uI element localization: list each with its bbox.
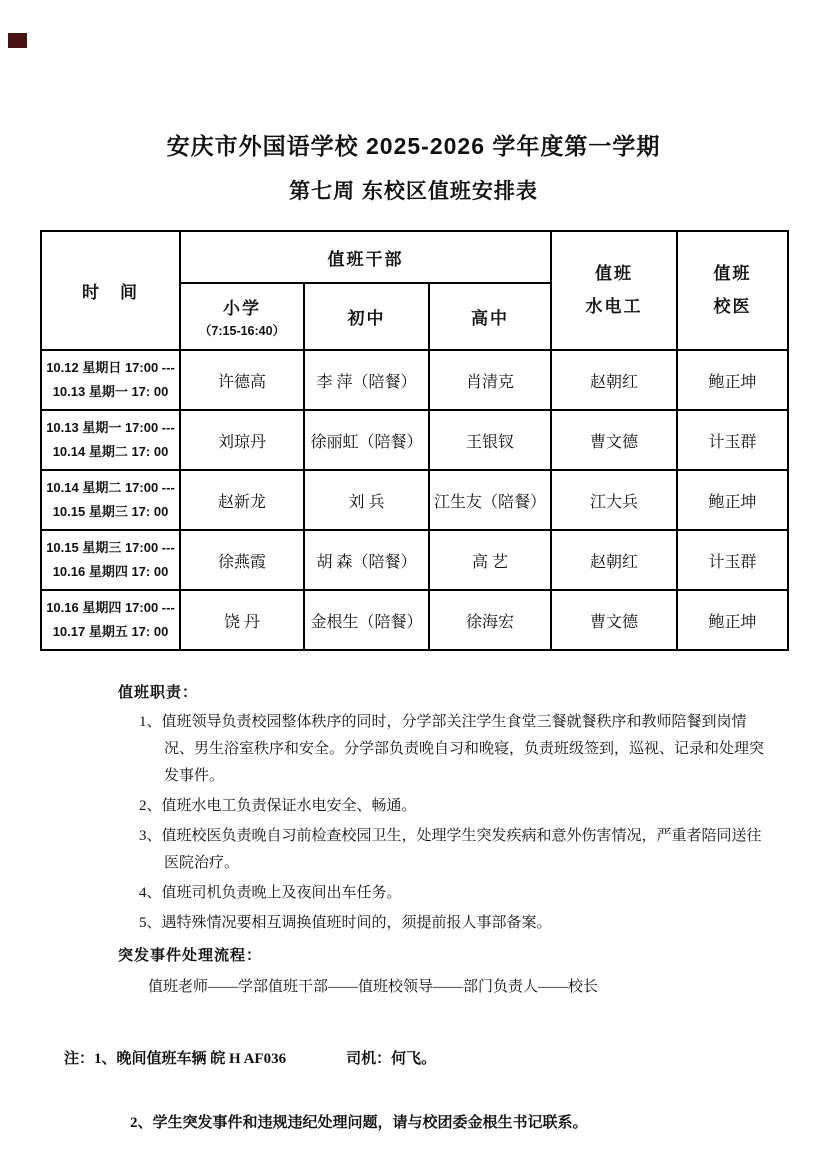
senior-duty-cell: 徐海宏: [429, 590, 551, 650]
duty-item: 4、值班司机负责晚上及夜间出车任务。: [139, 885, 402, 901]
plumber-duty-cell: 曹文德: [551, 410, 677, 470]
time-cell: [41, 350, 180, 410]
senior-duty-cell: 王银钗: [429, 410, 551, 470]
senior-duty-cell: 江生友（陪餐）: [429, 470, 551, 530]
junior-duty-cell: 刘 兵: [304, 470, 429, 530]
time-cell: [41, 590, 180, 650]
table-row: [41, 410, 788, 470]
doctor-duty-cell: 鲍正坤: [677, 470, 788, 530]
time-line2: 10.15 星期三 17: 00: [52, 504, 169, 519]
time-line2: 10.17 星期五 17: 00: [52, 624, 169, 639]
page-subtitle: 第七周 东校区值班安排表: [289, 180, 538, 203]
page-title: 安庆市外国语学校 2025-2026 学年度第一学期: [166, 133, 661, 159]
plumber-duty-cell: 赵朝红: [551, 350, 677, 410]
remark-vehicle: 注：1、晚间值班车辆 皖 H AF036 司机：何飞。: [64, 1051, 437, 1067]
time-cell: [41, 470, 180, 530]
primary-duty-cell: 许德高: [180, 350, 304, 410]
plumber-duty-cell: 江大兵: [551, 470, 677, 530]
time-cell: [41, 410, 180, 470]
time-line1: 10.15 星期三 17:00 ---: [46, 539, 175, 555]
header-row-1: [41, 231, 788, 283]
duty-item: 5、遇特殊情况要相互调换值班时间的，须提前报人事部备案。: [139, 915, 552, 931]
col-header-senior: 高中: [429, 283, 551, 350]
doctor-duty-cell: 鲍正坤: [677, 590, 788, 650]
plumber-duty-cell: 赵朝红: [551, 530, 677, 590]
doctor-header-line1: 值班: [713, 264, 752, 284]
scan-artifact-mark: [8, 33, 27, 48]
junior-duty-cell: 徐丽虹（陪餐）: [304, 410, 429, 470]
primary-duty-cell: 饶 丹: [180, 590, 304, 650]
col-header-primary: [180, 283, 304, 350]
time-line1: 10.16 星期四 17:00 ---: [46, 599, 175, 615]
primary-duty-cell: 赵新龙: [180, 470, 304, 530]
col-header-doctor: [677, 231, 788, 350]
plumber-duty-cell: 曹文德: [551, 590, 677, 650]
time-line2: 10.14 星期二 17: 00: [52, 444, 169, 459]
table-row: [41, 530, 788, 590]
duty-schedule-table: [40, 230, 789, 651]
doctor-duty-cell: 计玉群: [677, 410, 788, 470]
time-line2: 10.13 星期一 17: 00: [52, 384, 169, 399]
duty-item: 1、值班领导负责校园整体秩序的同时，分学部关注学生食堂三餐就餐秩序和教师陪餐到岗情况、男生浴室秩序和安全。分学部负责晚自习和晚寝，负责班级签到，巡视、记录和处理突发事件。: [139, 714, 765, 784]
plumber-header-line2: 水电工: [585, 296, 643, 316]
primary-duty-cell: 刘琼丹: [180, 410, 304, 470]
time-line1: 10.12 星期日 17:00 ---: [46, 359, 175, 375]
time-line1: 10.14 星期二 17:00 ---: [46, 479, 175, 495]
col-header-plumber: [551, 231, 677, 350]
table-row: [41, 590, 788, 650]
table-row: [41, 350, 788, 410]
emergency-process-heading: 突发事件处理流程：: [118, 948, 263, 964]
remarks-section: [64, 1013, 827, 1166]
primary-label: 小学: [223, 299, 261, 318]
col-header-junior: 初中: [304, 283, 429, 350]
table-row: [41, 470, 788, 530]
plumber-header-line1: 值班: [595, 264, 633, 284]
primary-hours: （7:15-16:40）: [198, 324, 286, 338]
doctor-duty-cell: 计玉群: [677, 530, 788, 590]
emergency-flow-chain: 值班老师——学部值班干部——值班校领导——部门负责人——校长: [148, 979, 599, 995]
col-header-time: 时 间: [41, 231, 180, 350]
senior-duty-cell: 高 艺: [429, 530, 551, 590]
time-line1: 10.13 星期一 17:00 ---: [46, 419, 175, 435]
senior-duty-cell: 肖清克: [429, 350, 551, 410]
junior-duty-cell: 胡 森（陪餐）: [304, 530, 429, 590]
junior-duty-cell: 李 萍（陪餐）: [304, 350, 429, 410]
duty-item: 3、值班校医负责晚自习前检查校园卫生，处理学生突发疾病和意外伤害情况，严重者陪同送往医院治疗。: [139, 828, 762, 871]
doctor-header-line2: 校医: [713, 296, 752, 316]
col-header-duty-cadres: 值班干部: [180, 231, 551, 283]
junior-duty-cell: 金根生（陪餐）: [304, 590, 429, 650]
doctor-duty-cell: 鲍正坤: [677, 350, 788, 410]
duty-responsibilities-heading: 值班职责：: [118, 685, 199, 701]
primary-duty-cell: 徐燕霞: [180, 530, 304, 590]
time-cell: [41, 530, 180, 590]
remark-contact: 2、学生突发事件和违规违纪处理问题，请与校团委金根生书记联系。: [130, 1115, 588, 1131]
duty-item: 2、值班水电工负责保证水电安全、畅通。: [139, 798, 417, 814]
notes-section: [118, 681, 765, 1001]
time-line2: 10.16 星期四 17: 00: [52, 564, 169, 579]
